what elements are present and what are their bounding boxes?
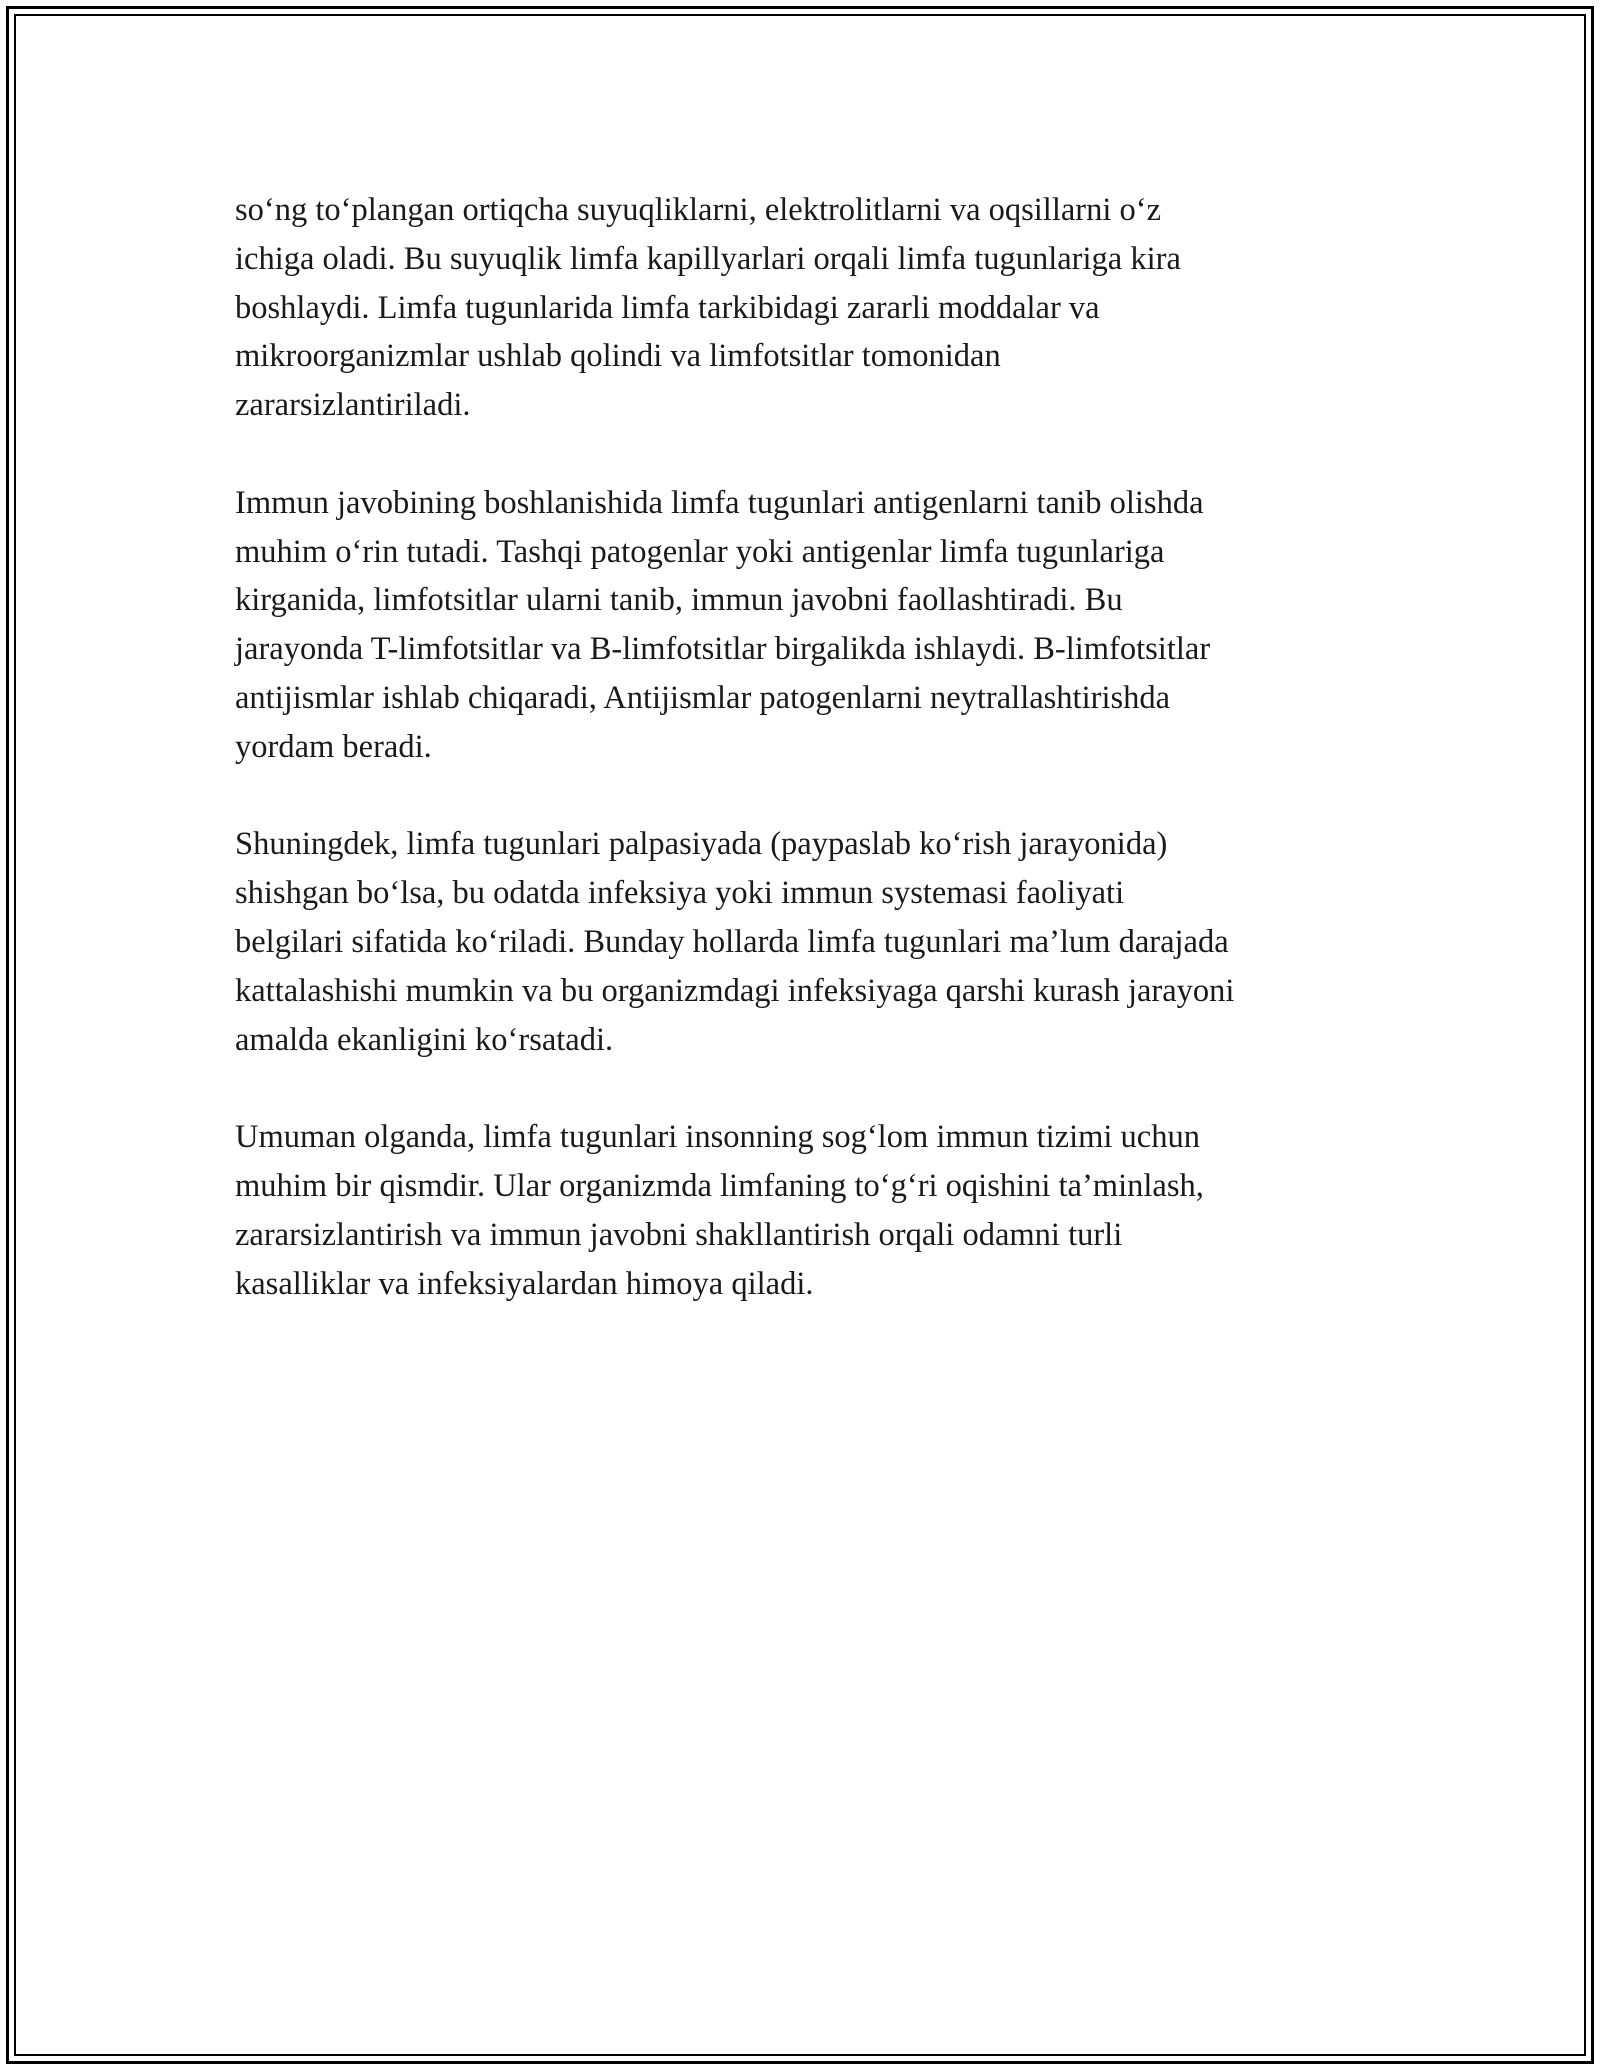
document-body <box>235 186 1375 1357</box>
paragraph-palpation: Shuningdek, limfa tugunlari palpasiyada (paypaslab ko‘rish jarayonida) shishgan bo‘lsa, bu odatda infeksiya yoki immun systemasi faoliyati belgilari sifatida ko‘riladi. Bunday hollarda limfa tugunlari ma’lum darajada kattalashishi mumkin va bu organizmdagi infeksiyaga qarshi kurash jarayoni amalda ekanligini ko‘rsatadi. <box>235 826 1235 1058</box>
paragraph-conclusion: Umuman olganda, limfa tugunlari insonning sog‘lom immun tizimi uchun muhim bir qismdir. Ular organizmda limfaning to‘g‘ri oqishini ta’minlash, zararsizlantirish va immun javobni shakllantirish orqali odamni turli kasalliklar va infeksiyalardan himoya qiladi. <box>235 1119 1204 1302</box>
paragraph-immune-response: Immun javobining boshlanishida limfa tugunlari antigenlarni tanib olishda muhim o‘rin tutadi. Tashqi patogenlar yoki antigenlar limfa tugunlariga kirganida, limfotsitlar ularni tanib, immun javobni faollashtiradi. Bu jarayonda T-limfotsitlar va B-limfotsitlar birgalikda ishlaydi. B-limfotsitlar antijismlar ishlab chiqaradi, Antijismlar patogenlarni neytrallashtirishda yordam beradi. <box>235 484 1211 765</box>
paragraph-lymph-fluid: so‘ng to‘plangan ortiqcha suyuqliklarni, elektrolitlarni va oqsillarni o‘z ichiga oladi. Bu suyuqlik limfa kapillyarlari orqali limfa tugunlariga kira boshlaydi. Limfa tugunlarida limfa tarkibidagi zararli moddalar va mikroorganizmlar ushlab qolindi va limfotsitlar tomonidan zararsizlantiriladi. <box>235 192 1181 424</box>
